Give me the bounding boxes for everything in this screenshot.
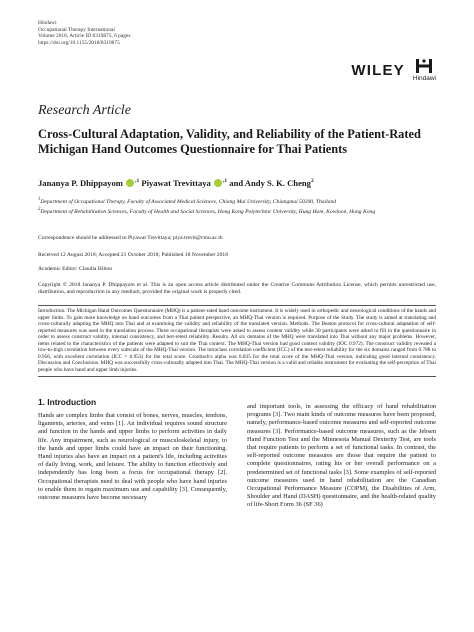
author-list [38,178,314,188]
doi-link[interactable]: https://doi.org/10.1155/2018/8319875 [38,39,120,46]
wiley-logo: WILEY [351,61,405,79]
author-name[interactable]: Jananya P. Dhippayom [38,178,123,188]
academic-editor: Academic Editor: Claudia Hilton [38,266,113,272]
hindawi-wordmark: Hindawi [412,75,436,82]
abstract-top-rule [38,305,436,306]
meta-line: Hindawi [38,20,57,26]
publication-dates: Received 12 August 2018; Accepted 21 October 2018; Published 18 November 2018 [38,252,228,258]
author-affiliation-mark: ,1 [135,178,140,185]
hindawi-logo-icon [414,58,434,74]
affiliation-text: Department of Rehabilitation Sciences, Faculty of Health and Social Sciences, Hong Kong Polytechnic University, Hung Hom, Kowloon, Hong Kong [40,208,376,215]
orcid-icon[interactable] [214,179,222,187]
publisher-brand [351,58,436,82]
abstract-bottom-rule [38,376,436,377]
author-name[interactable]: Piyawat Trevittaya [141,178,211,188]
section-heading: 1. Introduction [38,397,97,407]
affiliation-number: 1 [38,197,41,202]
body-column-right: and important tools, in assessing the efficacy of hand rehabilitation programs [3]. Two main kinds of outcome measures have been proposed, namely, performance-based outcome measures and self-reported outcome measures [3]. Performance-based outcome measures, such as the Jebsen Hand Function Test and the Minnesota Manual Dexterity Test, are tools that require patients to perform a set of functional tasks. In contrast, the self-reported outcome measures are those that require the patient to complete questionnaires, rating his or her overall performance on a predetermined set of functional tasks [3]. Some examples of self-reported outcome measures used in hand rehabilitation are the Canadian Occupational Performance Measure (COPM), the Disabilities of Arm, Shoulder and Hand (DASH) questionnaire, and the health-related quality of life-Short Form 36 (SF 36) [247,403,436,509]
affiliation-text: Department of Occupational Therapy, Faculty of Associated Medical Sciences, Chiang Mai University, Chiangmai 50200, Thailand [40,198,337,205]
hindawi-brand [413,58,436,82]
affiliation [38,207,438,216]
copyright-notice: Copyright © 2018 Jananya P. Dhippayom et al. This is an open access article distributed under the Creative Commons Attribution License, which permits unrestricted use, distribution, and reproduction in any medium, provided the original work is properly cited. [38,282,436,295]
article-title: Cross-Cultural Adaptation, Validity, and Reliability of the Patient-Rated Michigan Hand Outcomes Questionnaire for Thai Patients [38,127,421,156]
meta-line: Occupational Therapy International [38,26,115,33]
meta-line: Volume 2018, Article ID 8319875, 6 pages [38,33,131,40]
correspondence: Correspondence should be addressed to Piyawat Trevittaya; piya.trevit@cmu.ac.th [38,235,223,241]
orcid-icon[interactable] [126,179,134,187]
body-column-left: Hands are complex limbs that consist of bones, nerves, muscles, tendons, ligaments, arteries, and veins [1]. An individual requires sound structure and function in the hands and upper limbs to perform activities in daily life. Any impairment, such as neurological or musculoskeletal injury, to the hands and upper limbs could have an impact on their functioning. Hand injuries also have an impact on a patient's life, including activities of daily living, work, and leisure. The ability to function effectively and independently has long been a focus for occupational therapy [2]. Occupational therapists need to deal with people who have hand injuries to enable them to regain maximum use and capability [3]. Consequently, outcome measures have become necessary [38,412,227,502]
affiliation [38,197,438,206]
article-type: Research Article [38,103,131,118]
affiliation-number: 2 [38,207,41,212]
author-affiliation-mark: ,1 [223,178,228,185]
author-affiliation-mark: 2 [310,178,314,185]
journal-meta [38,20,130,46]
abstract: Introduction. The Michigan Hand Outcomes Questionnaire (MHQ) is a patient-rated hand outcome instrument. It is widely used in orthopedic and neurological conditions of the hands and upper limbs. To gain more knowledge on hand outcomes from a Thai patient perspective, an MHQ-Thai version is required. Purpose of the Study. The study is aimed at translating and cross-culturally adapting the MHQ into Thai and at examining the validity and reliability of the translated version. Methods. The Beaton protocol for cross-cultural adaptation of self-reported measures was used in the translation process. Three occupational therapists were asked to assess content validity while 30 participants were asked to fill in the questionnaire in order to assess construct validity, internal consistency, and test-retest reliability. Results. All six domains of the MHQ were translated into Thai without any major problems. However, items related to the characteristics of the patients were adapted to suit the Thai context. The MHQ-Thai version had good content validity (IOC 0.972). The construct validity revealed a low-to-high correlation between every subscale of the MHQ-Thai version. The intraclass correlation coefficient (ICC) of the test-retest reliability for the six domains ranged from 0.788 to 0.956, with excellent correlation (ICC = 0.953) for the total score. Cronbach's alpha was 0.835 for the total score of the MHQ-Thai version, indicating good internal consistency. Discussion and Conclusions. MHQ was successfully cross-culturally adapted into Thai. The MHQ-Thai version is a valid and reliable instrument for evaluating the self-perception of Thai people who have hand and upper limb injuries. [38,308,436,373]
author-name[interactable]: and Andy S. K. Cheng [229,178,311,188]
